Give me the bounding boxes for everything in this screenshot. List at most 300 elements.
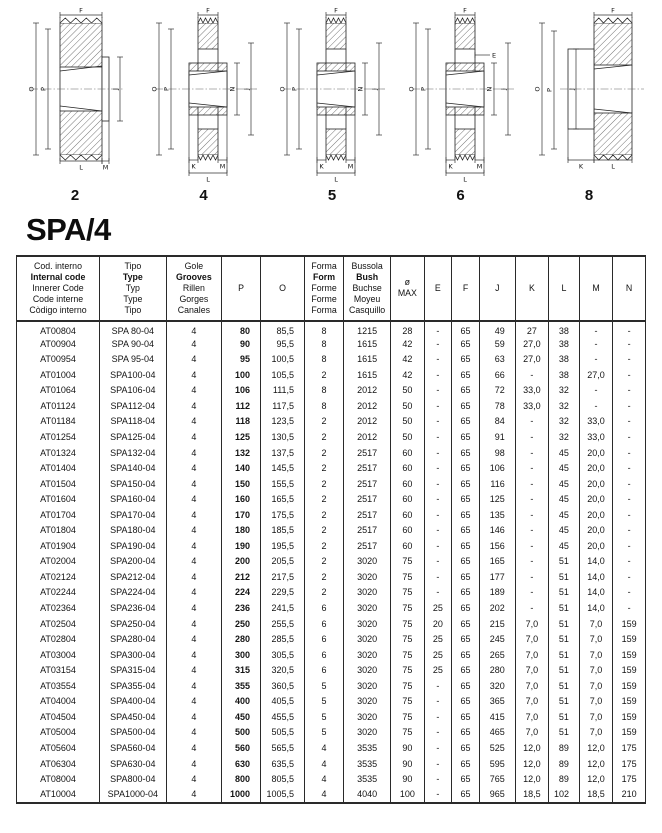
cell: AT05004: [17, 725, 100, 741]
cell: 27,0: [579, 368, 612, 384]
cell: 51: [549, 710, 580, 726]
cell: -: [515, 601, 548, 617]
cell: AT01904: [17, 539, 100, 555]
cell: 3020: [344, 601, 391, 617]
cell: SPA400-04: [100, 694, 167, 710]
cell: -: [613, 399, 646, 415]
cell: -: [613, 507, 646, 523]
cell: 135: [479, 507, 515, 523]
cell: 7,0: [579, 663, 612, 679]
svg-text:P: P: [39, 87, 48, 91]
pulley-drawing: [269, 5, 395, 185]
cell: 224: [222, 585, 261, 601]
diagram-number-8: 8: [584, 187, 594, 204]
svg-text:F: F: [611, 6, 615, 15]
cell: 75: [391, 554, 424, 570]
cell: 465: [479, 725, 515, 741]
cell: 6: [305, 616, 344, 632]
cell: 1615: [344, 336, 391, 352]
cell: 3020: [344, 570, 391, 586]
cell: 241,5: [261, 601, 305, 617]
cell: -: [515, 414, 548, 430]
cell: -: [424, 336, 452, 352]
cell: -: [613, 570, 646, 586]
cell: -: [424, 539, 452, 555]
cell: 95,5: [261, 336, 305, 352]
cell: 285,5: [261, 632, 305, 648]
cell: 65: [452, 772, 480, 788]
cell: 212: [222, 570, 261, 586]
svg-text:O: O: [27, 86, 36, 92]
cell: 112: [222, 399, 261, 415]
cell: 229,5: [261, 585, 305, 601]
cell: -: [515, 523, 548, 539]
cell: 2012: [344, 383, 391, 399]
cell: 8: [305, 399, 344, 415]
cell: 3020: [344, 616, 391, 632]
cell: 159: [613, 710, 646, 726]
table-row: [17, 321, 646, 337]
cell: 12,0: [515, 772, 548, 788]
cell: 51: [549, 585, 580, 601]
svg-text:N: N: [485, 86, 493, 92]
cell: 42: [391, 368, 424, 384]
cell: 355: [222, 679, 261, 695]
cell: 20,0: [579, 523, 612, 539]
cell: 205,5: [261, 554, 305, 570]
cell: 245: [479, 632, 515, 648]
cell: -: [613, 476, 646, 492]
cell: 159: [613, 632, 646, 648]
cell: AT02244: [17, 585, 100, 601]
table-row: [17, 461, 646, 477]
cell: 4: [166, 787, 221, 803]
cell: -: [613, 383, 646, 399]
cell: -: [424, 725, 452, 741]
cell: 1005,5: [261, 787, 305, 803]
cell: AT00954: [17, 352, 100, 368]
cell: 4: [166, 539, 221, 555]
svg-text:J: J: [111, 88, 120, 90]
cell: -: [579, 321, 612, 337]
cell: 2517: [344, 507, 391, 523]
cell: 175: [613, 741, 646, 757]
cell: -: [424, 368, 452, 384]
svg-text:F: F: [79, 6, 83, 15]
cell: 4: [166, 772, 221, 788]
header-m: M: [579, 256, 612, 321]
table-row: [17, 476, 646, 492]
cell: 175: [613, 772, 646, 788]
cell: 630: [222, 756, 261, 772]
table-row: [17, 570, 646, 586]
cell: SPA315-04: [100, 663, 167, 679]
cell: -: [424, 461, 452, 477]
cell: 500: [222, 725, 261, 741]
cell: SPA224-04: [100, 585, 167, 601]
cell: 75: [391, 585, 424, 601]
svg-text:L: L: [334, 175, 338, 184]
svg-text:O: O: [278, 86, 287, 92]
cell: AT05604: [17, 741, 100, 757]
cell: 12,0: [579, 772, 612, 788]
cell: -: [613, 368, 646, 384]
pulley-diagrams-strip: [0, 0, 662, 204]
cell: AT01254: [17, 430, 100, 446]
table-row: [17, 741, 646, 757]
cell: -: [613, 336, 646, 352]
pulley-diagram-form-5: [269, 5, 395, 204]
cell: 3020: [344, 679, 391, 695]
cell: 4: [166, 476, 221, 492]
cell: 42: [391, 336, 424, 352]
cell: 215: [479, 616, 515, 632]
cell: 159: [613, 679, 646, 695]
cell: 4: [166, 694, 221, 710]
cell: AT03004: [17, 647, 100, 663]
table-row: [17, 368, 646, 384]
cell: 236: [222, 601, 261, 617]
cell: 65: [452, 523, 480, 539]
cell: AT01184: [17, 414, 100, 430]
svg-text:E: E: [491, 51, 496, 60]
cell: 100: [222, 368, 261, 384]
table-row: [17, 787, 646, 803]
cell: 4: [166, 383, 221, 399]
svg-text:P: P: [290, 87, 299, 91]
cell: 65: [452, 632, 480, 648]
cell: 415: [479, 710, 515, 726]
cell: 4: [305, 787, 344, 803]
cell: AT01504: [17, 476, 100, 492]
cell: 85,5: [261, 321, 305, 337]
cell: 132: [222, 445, 261, 461]
cell: 118: [222, 414, 261, 430]
cell: AT01804: [17, 523, 100, 539]
cell: 1615: [344, 352, 391, 368]
cell: -: [515, 507, 548, 523]
cell: 5: [305, 725, 344, 741]
cell: 27: [515, 321, 548, 337]
cell: 65: [452, 710, 480, 726]
svg-text:K: K: [578, 162, 584, 171]
cell: SPA1000-04: [100, 787, 167, 803]
cell: 3535: [344, 756, 391, 772]
cell: 159: [613, 694, 646, 710]
cell: 145,5: [261, 461, 305, 477]
cell: -: [424, 399, 452, 415]
cell: -: [424, 694, 452, 710]
cell: 7,0: [579, 710, 612, 726]
pulley-diagram-form-8: [526, 5, 652, 204]
cell: -: [424, 523, 452, 539]
header-n: N: [613, 256, 646, 321]
cell: AT06304: [17, 756, 100, 772]
cell: 2: [305, 476, 344, 492]
table-row: [17, 663, 646, 679]
cell: SPA280-04: [100, 632, 167, 648]
svg-text:P: P: [162, 87, 170, 91]
cell: AT01324: [17, 445, 100, 461]
cell: 45: [549, 476, 580, 492]
table-row: [17, 336, 646, 352]
cell: 4: [166, 679, 221, 695]
cell: 90: [222, 336, 261, 352]
cell: 27,0: [515, 336, 548, 352]
svg-text:J: J: [370, 88, 379, 90]
cell: 1615: [344, 368, 391, 384]
table-row: [17, 554, 646, 570]
cell: 51: [549, 725, 580, 741]
cell: 4: [166, 523, 221, 539]
cell: SPA112-04: [100, 399, 167, 415]
cell: 6: [305, 601, 344, 617]
svg-text:O: O: [533, 86, 542, 92]
cell: 65: [452, 570, 480, 586]
cell: 65: [452, 321, 480, 337]
cell: 51: [549, 679, 580, 695]
cell: -: [424, 445, 452, 461]
cell: 7,0: [515, 710, 548, 726]
cell: 265: [479, 647, 515, 663]
cell: 200: [222, 554, 261, 570]
diagram-number-6: 6: [456, 187, 465, 204]
cell: -: [613, 430, 646, 446]
cell: 12,0: [579, 741, 612, 757]
cell: 177: [479, 570, 515, 586]
table-row: [17, 383, 646, 399]
cell: -: [579, 352, 612, 368]
svg-text:F: F: [205, 6, 210, 15]
table-row: [17, 430, 646, 446]
cell: AT03554: [17, 679, 100, 695]
cell: 45: [549, 461, 580, 477]
cell: 4: [166, 368, 221, 384]
cell: 2517: [344, 476, 391, 492]
cell: SPA200-04: [100, 554, 167, 570]
table-row: [17, 616, 646, 632]
cell: 4: [166, 710, 221, 726]
cell: AT00904: [17, 336, 100, 352]
cell: 400: [222, 694, 261, 710]
cell: -: [515, 445, 548, 461]
pulley-drawing: [398, 5, 524, 185]
cell: 255,5: [261, 616, 305, 632]
cell: 2517: [344, 523, 391, 539]
cell: 4: [166, 601, 221, 617]
svg-text:L: L: [462, 175, 467, 184]
cell: 2: [305, 523, 344, 539]
cell: 50: [391, 399, 424, 415]
cell: 2: [305, 461, 344, 477]
cell: AT02004: [17, 554, 100, 570]
cell: 280: [222, 632, 261, 648]
spa4-spec-table: [16, 255, 646, 804]
table-row: [17, 632, 646, 648]
cell: 6: [305, 632, 344, 648]
cell: -: [579, 399, 612, 415]
cell: 7,0: [515, 679, 548, 695]
cell: SPA212-04: [100, 570, 167, 586]
cell: 185,5: [261, 523, 305, 539]
cell: 32: [549, 414, 580, 430]
cell: 2: [305, 585, 344, 601]
cell: 159: [613, 725, 646, 741]
cell: 4: [166, 414, 221, 430]
cell: -: [424, 741, 452, 757]
cell: 765: [479, 772, 515, 788]
cell: 14,0: [579, 570, 612, 586]
svg-text:K: K: [319, 162, 324, 171]
cell: 130,5: [261, 430, 305, 446]
cell: -: [579, 336, 612, 352]
cell: 4: [166, 461, 221, 477]
cell: 3020: [344, 710, 391, 726]
table-row: [17, 507, 646, 523]
cell: 60: [391, 507, 424, 523]
cell: 2: [305, 368, 344, 384]
header-j: J: [479, 256, 515, 321]
cell: 3020: [344, 632, 391, 648]
cell: 8: [305, 352, 344, 368]
cell: -: [613, 461, 646, 477]
svg-text:F: F: [334, 6, 338, 15]
cell: 315: [222, 663, 261, 679]
cell: 805,5: [261, 772, 305, 788]
cell: 175,5: [261, 507, 305, 523]
cell: 2: [305, 554, 344, 570]
cell: 156: [479, 539, 515, 555]
cell: 4: [166, 507, 221, 523]
cell: AT01704: [17, 507, 100, 523]
cell: SPA450-04: [100, 710, 167, 726]
cell: 45: [549, 492, 580, 508]
cell: SPA132-04: [100, 445, 167, 461]
cell: -: [515, 476, 548, 492]
cell: 65: [452, 476, 480, 492]
cell: 4: [166, 616, 221, 632]
cell: SPA 80-04: [100, 321, 167, 337]
cell: 3020: [344, 554, 391, 570]
cell: 91: [479, 430, 515, 446]
cell: 4: [166, 445, 221, 461]
cell: SPA236-04: [100, 601, 167, 617]
cell: 160: [222, 492, 261, 508]
cell: 4: [166, 554, 221, 570]
cell: 5: [305, 710, 344, 726]
svg-text:M: M: [219, 162, 225, 171]
cell: 65: [452, 554, 480, 570]
diagram-number-2: 2: [70, 187, 80, 204]
cell: -: [515, 554, 548, 570]
cell: -: [515, 461, 548, 477]
cell: 3020: [344, 725, 391, 741]
cell: 3020: [344, 694, 391, 710]
cell: 51: [549, 601, 580, 617]
cell: 65: [452, 787, 480, 803]
cell: 7,0: [515, 725, 548, 741]
svg-text:J: J: [499, 88, 507, 90]
cell: AT08004: [17, 772, 100, 788]
cell: 75: [391, 632, 424, 648]
cell: 75: [391, 725, 424, 741]
cell: 7,0: [579, 679, 612, 695]
cell: 3020: [344, 663, 391, 679]
cell: 51: [549, 647, 580, 663]
cell: 14,0: [579, 601, 612, 617]
cell: -: [424, 756, 452, 772]
cell: 140: [222, 461, 261, 477]
cell: 75: [391, 601, 424, 617]
cell: SPA500-04: [100, 725, 167, 741]
cell: SPA106-04: [100, 383, 167, 399]
cell: 38: [549, 336, 580, 352]
cell: 65: [452, 414, 480, 430]
cell: 90: [391, 772, 424, 788]
cell: -: [424, 352, 452, 368]
table-row: [17, 445, 646, 461]
cell: 7,0: [579, 616, 612, 632]
cell: 33,0: [515, 383, 548, 399]
cell: 125: [479, 492, 515, 508]
cell: SPA118-04: [100, 414, 167, 430]
pulley-diagram-form-4: [141, 5, 267, 204]
cell: 2012: [344, 414, 391, 430]
header-o: O: [261, 256, 305, 321]
svg-text:P: P: [419, 87, 427, 91]
header--: ø MAX: [391, 256, 424, 321]
cell: 45: [549, 445, 580, 461]
cell: 51: [549, 616, 580, 632]
cell: -: [424, 710, 452, 726]
cell: 89: [549, 741, 580, 757]
table-row: [17, 772, 646, 788]
cell: SPA125-04: [100, 430, 167, 446]
cell: 3020: [344, 585, 391, 601]
cell: 217,5: [261, 570, 305, 586]
cell: 159: [613, 616, 646, 632]
cell: 4: [166, 430, 221, 446]
cell: 89: [549, 772, 580, 788]
cell: 25: [424, 632, 452, 648]
cell: AT04004: [17, 694, 100, 710]
svg-text:M: M: [476, 162, 482, 171]
cell: -: [424, 476, 452, 492]
cell: 65: [452, 430, 480, 446]
header-cod-interno: Cod. interno Internal code Innerer Code Code interne Còdigo interno: [17, 256, 100, 321]
pulley-drawing: [526, 5, 652, 185]
cell: 2: [305, 539, 344, 555]
svg-text:P: P: [545, 88, 554, 92]
cell: 45: [549, 507, 580, 523]
pulley-diagram-form-2: [12, 5, 138, 204]
cell: 60: [391, 492, 424, 508]
cell: 4: [166, 632, 221, 648]
cell: 90: [391, 756, 424, 772]
cell: 4: [305, 756, 344, 772]
cell: -: [424, 585, 452, 601]
cell: 123,5: [261, 414, 305, 430]
cell: 4: [166, 399, 221, 415]
header-bussola: Bussola Bush Buchse Moyeu Casquillo: [344, 256, 391, 321]
pulley-drawing: [141, 5, 267, 185]
table-row: [17, 523, 646, 539]
cell: 65: [452, 756, 480, 772]
cell: 2012: [344, 399, 391, 415]
cell: 25: [424, 647, 452, 663]
cell: 51: [549, 554, 580, 570]
cell: 965: [479, 787, 515, 803]
